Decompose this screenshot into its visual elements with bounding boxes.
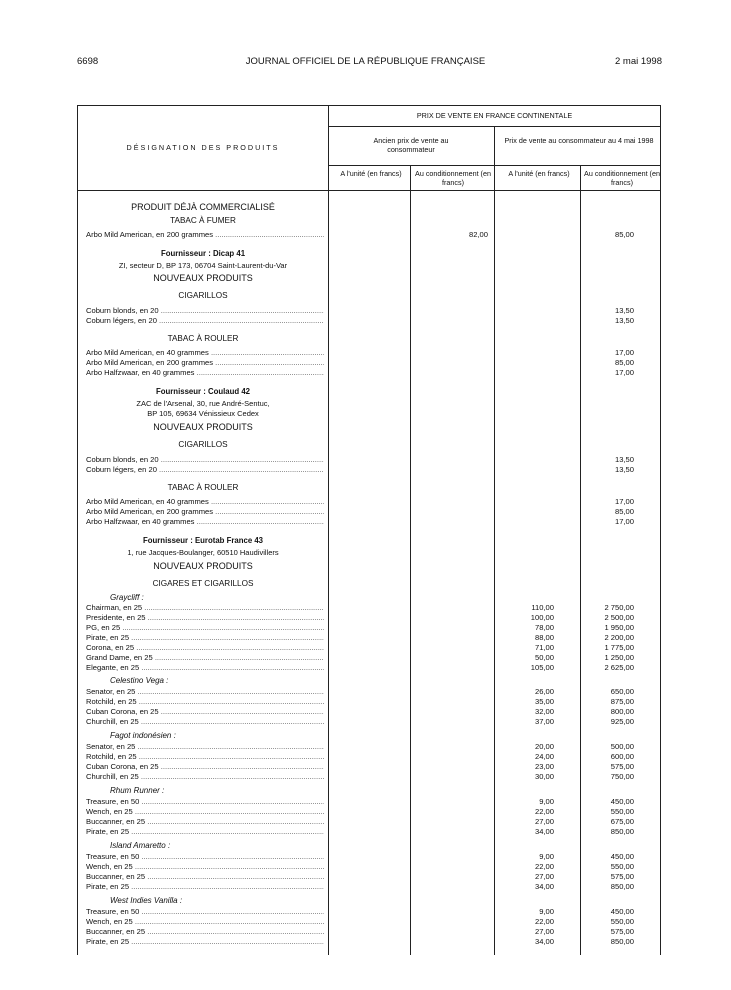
- nouveau-unite-value: 105,00: [530, 663, 554, 672]
- table-row: [78, 348, 662, 358]
- nouveau-cond-value: 550,00: [610, 862, 634, 871]
- category-title: CIGARILLOS: [178, 440, 228, 449]
- nouveau-cond-value: 675,00: [610, 817, 634, 826]
- product-name: Churchill, en 25 .....: [86, 772, 324, 782]
- nouveau-cond-value: 17,00: [614, 368, 634, 377]
- header-rule: [328, 126, 661, 127]
- designation-header: DÉSIGNATION DES PRODUITS: [126, 143, 280, 152]
- nouveau-unite-value: 22,00: [534, 917, 554, 926]
- product-name: Pirate, en 25 .....: [86, 937, 324, 947]
- nouveau-unite-value: 37,00: [534, 717, 554, 726]
- table-row: [78, 762, 662, 772]
- product-name: Treasure, en 50 .....: [86, 797, 324, 807]
- product-name: Treasure, en 50 .....: [86, 907, 324, 917]
- nouveau-cond-value: 17,00: [614, 348, 634, 357]
- supplier-address: ZI, secteur D, BP 173, 06704 Saint-Laurent-du-Var: [118, 261, 288, 270]
- nouveau-unite-value: 32,00: [534, 707, 554, 716]
- brand-subheading: West Indies Vanilla :: [110, 896, 183, 905]
- nouveau-cond-value: 85,00: [614, 230, 634, 239]
- table-row: [78, 613, 662, 623]
- table-row: [78, 852, 662, 862]
- product-name: Wench, en 25 .....: [86, 862, 324, 872]
- product-name: Arbo Mild American, en 40 grammes .....: [86, 348, 324, 358]
- category-title: CIGARILLOS: [178, 291, 228, 300]
- header-bottom-rule: [78, 190, 661, 191]
- nouveau-cond-value: 1 775,00: [604, 643, 634, 652]
- nouveau-cond-value: 575,00: [610, 762, 634, 771]
- nouveau-cond-value: 850,00: [610, 937, 634, 946]
- nouveau-unite-value: 50,00: [534, 653, 554, 662]
- nouveau-cond-value: 2 750,00: [604, 603, 634, 612]
- nouveau-unite-value: 26,00: [534, 687, 554, 696]
- table-row: [78, 623, 662, 633]
- nouveau-cond-value: 800,00: [610, 707, 634, 716]
- nouveau-unite-value: 20,00: [534, 742, 554, 751]
- table-row: [78, 517, 662, 527]
- product-name: Coburn blonds, en 20 .....: [86, 306, 324, 316]
- nouveau-cond-value: 13,50: [614, 306, 634, 315]
- nouveau-unite-value: 9,00: [539, 907, 554, 916]
- table-row: [78, 872, 662, 882]
- product-name: Cuban Corona, en 25 .....: [86, 762, 324, 772]
- nouveau-cond-value: 85,00: [614, 358, 634, 367]
- ancien-cond-header: Au conditionnement (en francs): [415, 169, 491, 187]
- product-name: Arbo Mild American, en 200 grammes .....: [86, 358, 324, 368]
- table-row: [78, 907, 662, 917]
- nouveau-unite-value: 22,00: [534, 807, 554, 816]
- table-row: [78, 807, 662, 817]
- table-row: [78, 772, 662, 782]
- product-name: Chairman, en 25 .....: [86, 603, 324, 613]
- section-title: NOUVEAUX PRODUITS: [153, 422, 253, 432]
- nouveau-prix-header: Prix de vente au consommateur au 4 mai 1998: [504, 136, 654, 145]
- nouveau-unite-value: 27,00: [534, 872, 554, 881]
- product-name: Grand Dame, en 25 .....: [86, 653, 324, 663]
- nouveau-cond-value: 500,00: [610, 742, 634, 751]
- table-row: [78, 316, 662, 326]
- issue-date: 2 mai 1998: [614, 56, 662, 67]
- table-row: [78, 937, 662, 947]
- section-title: PRODUIT DÉJÀ COMMERCIALISÉ: [131, 202, 275, 212]
- table-row: [78, 927, 662, 937]
- product-name: Arbo Halfzwaar, en 40 grammes .....: [86, 368, 324, 378]
- table-row: [78, 465, 662, 475]
- product-name: Pirate, en 25 .....: [86, 633, 324, 643]
- nouveau-cond-value: 13,50: [614, 465, 634, 474]
- journal-title: JOURNAL OFFICIEL DE LA RÉPUBLIQUE FRANÇAISE: [245, 56, 486, 67]
- table-row: [78, 368, 662, 378]
- nouveau-cond-value: 850,00: [610, 882, 634, 891]
- nouveau-unite-value: 100,00: [530, 613, 554, 622]
- product-name: Rotchild, en 25 .....: [86, 752, 324, 762]
- brand-subheading: Island Amaretto :: [110, 841, 171, 850]
- nouveau-cond-value: 2 625,00: [604, 663, 634, 672]
- brand-subheading: Graycliff :: [110, 593, 144, 602]
- nouveau-cond-value: 750,00: [610, 772, 634, 781]
- supplier-name: Fournisseur : Dicap 41: [160, 249, 246, 258]
- table-row: [78, 455, 662, 465]
- brand-subheading: Rhum Runner :: [110, 786, 165, 795]
- product-name: Rotchild, en 25 .....: [86, 697, 324, 707]
- nouveau-cond-value: 13,50: [614, 316, 634, 325]
- table-row: [78, 882, 662, 892]
- nouveau-unite-value: 9,00: [539, 797, 554, 806]
- product-name: Buccanner, en 25 .....: [86, 817, 324, 827]
- category-title: TABAC À ROULER: [167, 334, 239, 343]
- nouveau-cond-value: 850,00: [610, 827, 634, 836]
- section-title: NOUVEAUX PRODUITS: [153, 561, 253, 571]
- nouveau-cond-value: 550,00: [610, 917, 634, 926]
- category-title: TABAC À FUMER: [170, 216, 236, 225]
- table-row: [78, 306, 662, 316]
- nouveau-cond-value: 2 200,00: [604, 633, 634, 642]
- section-title: NOUVEAUX PRODUITS: [153, 273, 253, 283]
- table-row: [78, 643, 662, 653]
- nouveau-unite-value: 27,00: [534, 817, 554, 826]
- product-name: Arbo Mild American, en 200 grammes .....: [86, 507, 324, 517]
- table-row: [78, 707, 662, 717]
- nouveau-cond-value: 17,00: [614, 517, 634, 526]
- product-name: Coburn légers, en 20 .....: [86, 465, 324, 475]
- supplier-name: Fournisseur : Eurotab France 43: [142, 536, 263, 545]
- nouveau-unite-value: 88,00: [534, 633, 554, 642]
- table-row: [78, 633, 662, 643]
- nouveau-cond-value: 17,00: [614, 497, 634, 506]
- nouveau-unite-value: 22,00: [534, 862, 554, 871]
- table-row: [78, 230, 662, 240]
- nouveau-cond-value: 600,00: [610, 752, 634, 761]
- nouveau-cond-value: 1 250,00: [604, 653, 634, 662]
- product-name: Wench, en 25 .....: [86, 807, 324, 817]
- supplier-address: 1, rue Jacques-Boulanger, 60510 Haudivillers: [127, 548, 279, 557]
- product-name: Elegante, en 25 .....: [86, 663, 324, 673]
- table-row: [78, 797, 662, 807]
- product-name: Churchill, en 25 .....: [86, 717, 324, 727]
- product-name: Presidente, en 25 .....: [86, 613, 324, 623]
- product-name: Coburn légers, en 20 .....: [86, 316, 324, 326]
- product-name: Wench, en 25 .....: [86, 917, 324, 927]
- nouveau-unite-value: 9,00: [539, 852, 554, 861]
- nouveau-cond-value: 1 950,00: [604, 623, 634, 632]
- category-title: TABAC À ROULER: [167, 483, 239, 492]
- nouveau-cond-value: 550,00: [610, 807, 634, 816]
- nouveau-cond-value: 925,00: [610, 717, 634, 726]
- prix-header: PRIX DE VENTE EN FRANCE CONTINENTALE: [416, 111, 573, 120]
- product-name: Arbo Mild American, en 40 grammes .....: [86, 497, 324, 507]
- product-name: PG, en 25 .....: [86, 623, 324, 633]
- page-number: 6698: [77, 56, 99, 67]
- nouveau-cond-value: 450,00: [610, 907, 634, 916]
- product-name: Coburn blonds, en 20 .....: [86, 455, 324, 465]
- nouveau-cond-value: 650,00: [610, 687, 634, 696]
- brand-subheading: Celestino Vega :: [110, 676, 169, 685]
- nouveau-cond-value: 13,50: [614, 455, 634, 464]
- table-row: [78, 862, 662, 872]
- nouveau-unite-value: 30,00: [534, 772, 554, 781]
- nouveau-unite-value: 34,00: [534, 827, 554, 836]
- table-row: [78, 663, 662, 673]
- nouveau-unite-value: 78,00: [534, 623, 554, 632]
- brand-subheading: Fagot indonésien :: [110, 731, 176, 740]
- nouveau-unite-value: 34,00: [534, 937, 554, 946]
- nouveau-cond-value: 2 500,00: [604, 613, 634, 622]
- product-name: Senator, en 25 .....: [86, 742, 324, 752]
- nouveau-unite-value: 24,00: [534, 752, 554, 761]
- price-table: [77, 105, 661, 955]
- product-name: Buccanner, en 25 .....: [86, 872, 324, 882]
- product-name: Arbo Mild American, en 200 grammes .....: [86, 230, 324, 240]
- nouveau-unite-value: 23,00: [534, 762, 554, 771]
- nouveau-unite-value: 71,00: [534, 643, 554, 652]
- table-row: [78, 917, 662, 927]
- nouveau-unite-header: A l'unité (en francs): [508, 169, 570, 178]
- table-row: [78, 717, 662, 727]
- nouveau-unite-value: 110,00: [531, 603, 554, 612]
- table-row: [78, 507, 662, 517]
- nouveau-cond-value: 450,00: [610, 852, 634, 861]
- table-row: [78, 752, 662, 762]
- nouveau-unite-value: 35,00: [534, 697, 554, 706]
- header-rule: [328, 165, 661, 166]
- ancien-cond-value: 82,00: [468, 230, 488, 239]
- product-name: Treasure, en 50 .....: [86, 852, 324, 862]
- product-name: Pirate, en 25 .....: [86, 827, 324, 837]
- product-name: Senator, en 25 .....: [86, 687, 324, 697]
- supplier-address: ZAC de l'Arsenal, 30, rue André-Sentuc,: [136, 399, 270, 408]
- nouveau-cond-value: 575,00: [610, 927, 634, 936]
- supplier-address: BP 105, 69634 Vénissieux Cedex: [147, 409, 259, 418]
- ancien-prix-header: Ancien prix de vente au consommateur: [373, 136, 449, 154]
- product-name: Pirate, en 25 .....: [86, 882, 324, 892]
- table-row: [78, 497, 662, 507]
- product-name: Corona, en 25 .....: [86, 643, 324, 653]
- table-row: [78, 603, 662, 613]
- table-row: [78, 817, 662, 827]
- nouveau-cond-header: Au conditionnement (en francs): [584, 169, 660, 187]
- product-name: Arbo Halfzwaar, en 40 grammes .....: [86, 517, 324, 527]
- nouveau-unite-value: 34,00: [534, 882, 554, 891]
- table-row: [78, 653, 662, 663]
- product-name: Buccanner, en 25 .....: [86, 927, 324, 937]
- category-title: CIGARES ET CIGARILLOS: [152, 579, 254, 588]
- table-row: [78, 358, 662, 368]
- table-row: [78, 697, 662, 707]
- nouveau-cond-value: 575,00: [610, 872, 634, 881]
- supplier-name: Fournisseur : Coulaud 42: [155, 387, 250, 396]
- nouveau-unite-value: 27,00: [534, 927, 554, 936]
- table-row: [78, 687, 662, 697]
- table-row: [78, 827, 662, 837]
- ancien-unite-header: A l'unité (en francs): [340, 169, 402, 178]
- product-name: Cuban Corona, en 25 .....: [86, 707, 324, 717]
- nouveau-cond-value: 450,00: [610, 797, 634, 806]
- table-row: [78, 742, 662, 752]
- nouveau-cond-value: 85,00: [614, 507, 634, 516]
- nouveau-cond-value: 875,00: [610, 697, 634, 706]
